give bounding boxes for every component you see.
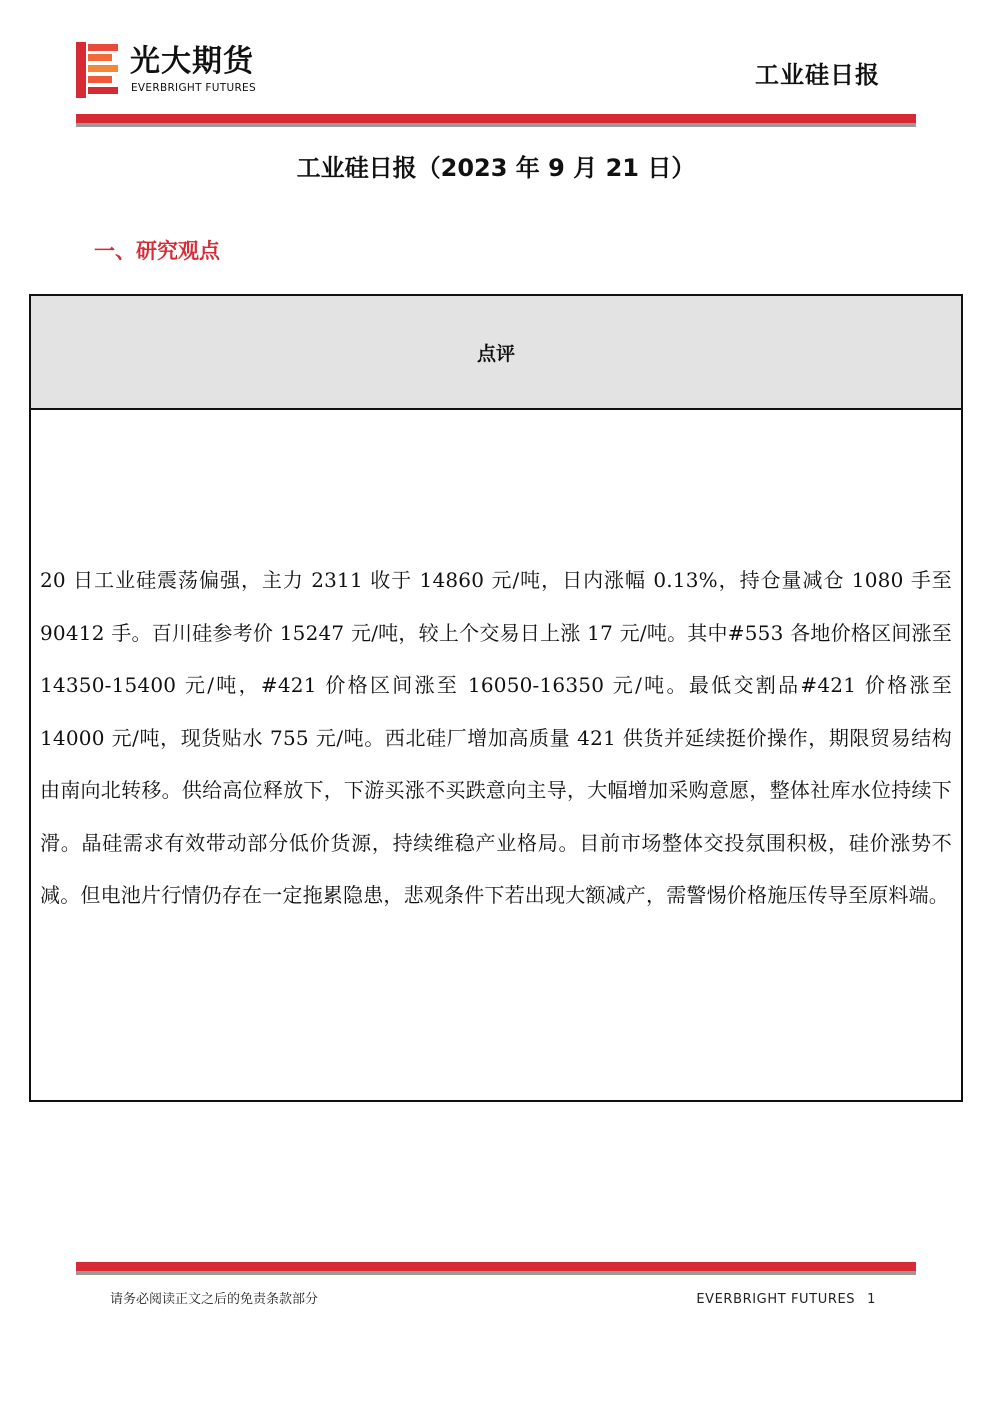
brand-name-en: EVERBRIGHT FUTURES (131, 82, 256, 94)
company-logo (76, 42, 286, 100)
commentary-table (29, 294, 963, 1102)
section-heading: 一、研究观点 (94, 239, 220, 263)
brand-name-cn: 光大期货 (130, 44, 254, 79)
page-number: 1 (867, 1292, 876, 1307)
footer-divider-red (76, 1262, 916, 1271)
commentary-text: 20 日工业硅震荡偏强，主力 2311 收于 14860 元/吨，日内涨幅 0.13%，持仓量减仓 1080 手至 90412 手。百川硅参考价 15247 元/吨，较上个交易日上涨 17 元/吨。其中#553 各地价格区间涨至 14350-15400 元/吨，#421 价格区间涨至 16050-16350 元/吨。最低交割品#421 价格涨至 14000 元/吨，现货贴水 755 元/吨。西北硅厂增加高质量 421 供货并延续挺价操作，期限贸易结构由南向北转移。供给高位释放下，下游买涨不买跌意向主导，大幅增加采购意愿，整体社库水位持续下滑。晶硅需求有效带动部分低价货源，持续维稳产业格局。目前市场整体交投氛围积极，硅价涨势不减。但电池片行情仍存在一定拖累隐患，悲观条件下若出现大额减产，需警惕价格施压传导至原料端。 (40, 568, 952, 907)
disclaimer-note: 请务必阅读正文之后的免责条款部分 (110, 1292, 319, 1307)
footer-company: EVERBRIGHT FUTURES (696, 1292, 856, 1307)
header-divider-red (76, 114, 916, 123)
footer-right (696, 1290, 876, 1310)
footer-divider-gray (76, 1271, 916, 1275)
document-title: 工业硅日报（2023 年 9 月 21 日） (296, 154, 696, 182)
footer-divider (76, 1262, 916, 1276)
header-divider-gray (76, 123, 916, 127)
everbright-logo-icon (76, 42, 120, 98)
report-name: 工业硅日报 (755, 61, 880, 89)
table-header-label: 点评 (476, 342, 515, 365)
commentary-table-header (31, 296, 961, 410)
header-divider (76, 114, 916, 128)
